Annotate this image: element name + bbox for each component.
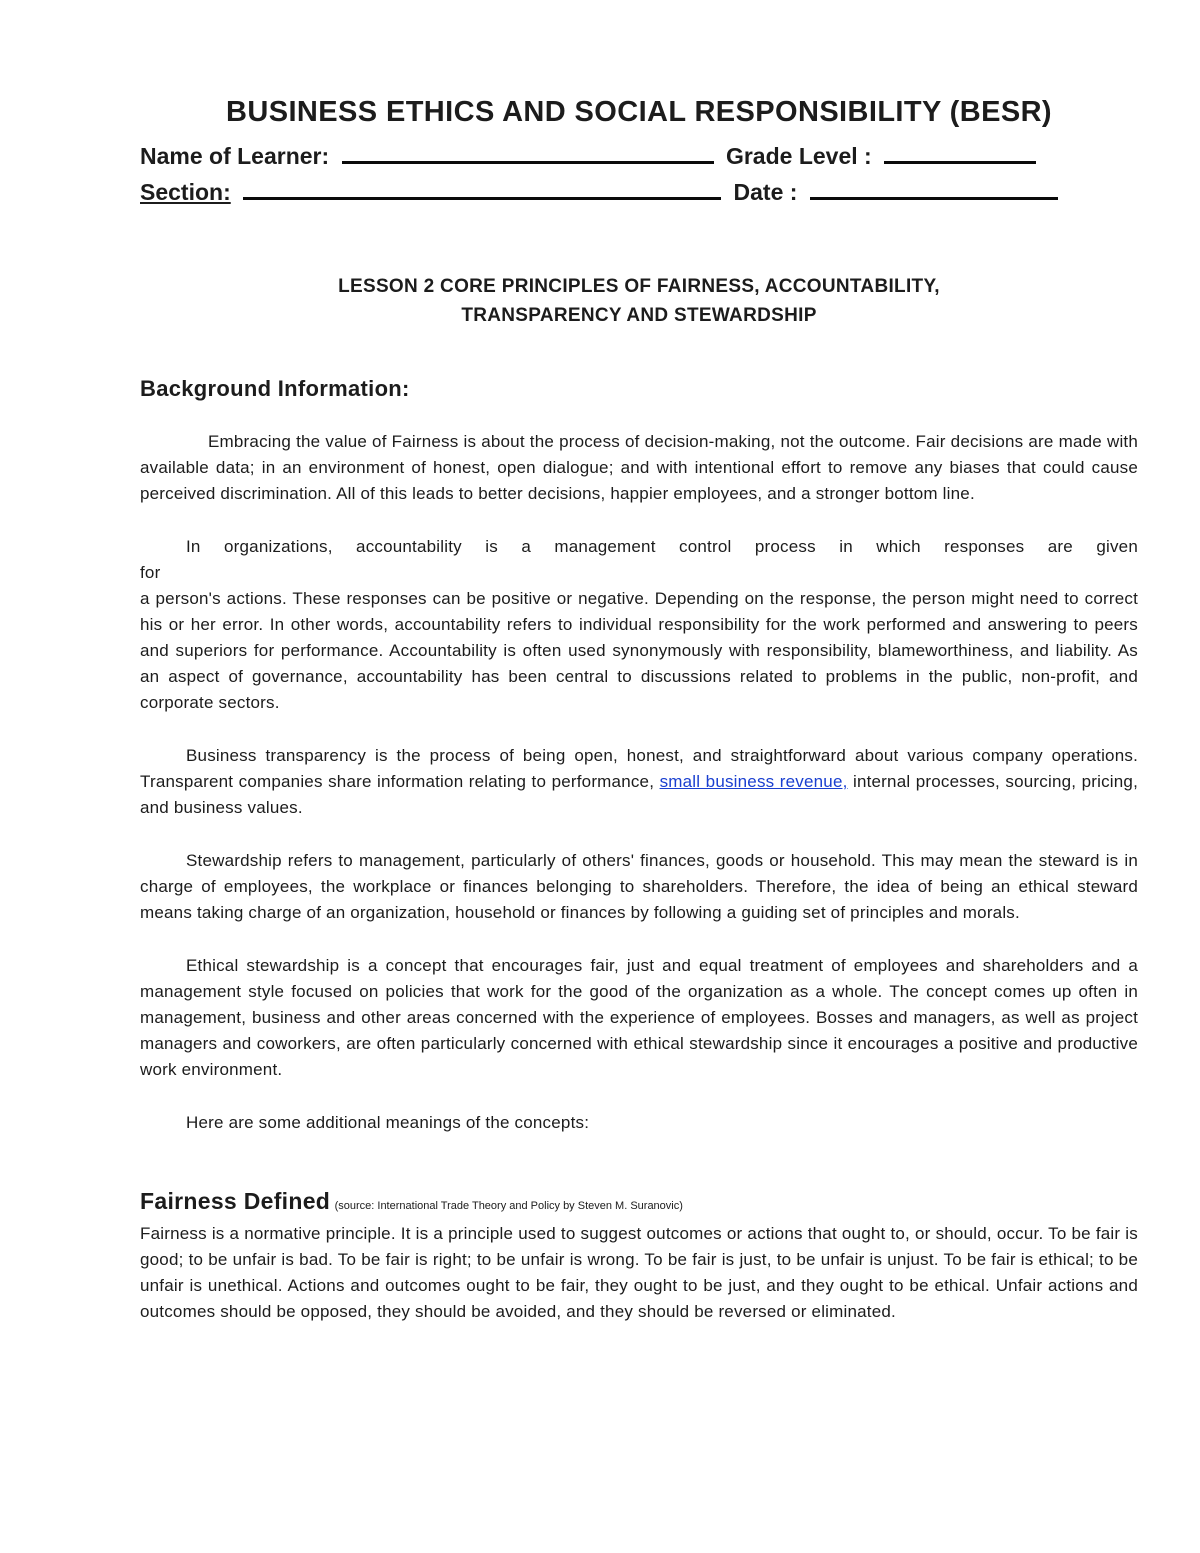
small-business-revenue-link[interactable]: small business revenue, xyxy=(659,772,848,791)
grade-level-blank xyxy=(884,159,1036,164)
paragraph-accountability-line2: for xyxy=(140,563,161,582)
paragraph-accountability-line1: In organizations, accountability is a management control process in which responses are given xyxy=(186,537,1138,556)
fairness-defined-title: Fairness Defined xyxy=(140,1188,331,1214)
date-blank xyxy=(810,195,1058,200)
section-date-row xyxy=(140,179,1138,206)
paragraph-transparency xyxy=(140,743,1138,821)
name-of-learner-label: Name of Learner: xyxy=(140,143,330,169)
paragraph-transparency-pre: Business transparency is the process of being open, honest, and straightforward about various company operations. Transparent companies share information relating to performance, xyxy=(140,746,1138,791)
background-information-heading: Background Information: xyxy=(140,376,410,401)
paragraph-additional-meanings: Here are some additional meanings of the concepts: xyxy=(186,1113,590,1132)
section-blank xyxy=(243,195,721,200)
paragraph-accountability-rest: a person's actions. These responses can be positive or negative. Depending on the response, the person might need to correct his or her error. In other words, accountability refers to individual responsibility for the work performed and answering to peers and superiors for performance. Accountability is often used synonymously with responsibility, blameworthiness, and liability. As an aspect of governance, accountability has been central to discussions related to problems in the public, non-profit, and corporate sectors. xyxy=(140,589,1138,712)
fairness-defined-heading xyxy=(140,1188,1138,1215)
date-label: Date : xyxy=(733,179,798,205)
paragraph-accountability xyxy=(140,534,1138,716)
paragraph-transparency-post: internal processes, sourcing, pricing, and business values. xyxy=(140,772,1139,817)
paragraph-ethical-stewardship: Ethical stewardship is a concept that encourages fair, just and equal treatment of employees and shareholders and a management style focused on policies that work for the good of the organization as a whole. The concept comes up often in management, business and other areas concerned with the experience of employees. Bosses and managers, as well as project managers and coworkers, are often particularly concerned with ethical stewardship since it encourages a positive and productive work environment. xyxy=(140,956,1138,1079)
section-label: Section: xyxy=(140,179,231,205)
lesson-title-line2: TRANSPARENCY AND STEWARDSHIP xyxy=(461,305,817,326)
lesson-title xyxy=(140,272,1138,330)
name-of-learner-blank xyxy=(342,159,714,164)
fairness-defined-source-note: (source: International Trade Theory and Policy by Steven M. Suranovic) xyxy=(334,1200,683,1212)
paragraph-fairness-defined-body: Fairness is a normative principle. It is a principle used to suggest outcomes or actions that ought to, or should, occur. To be fair is good; to be unfair is bad. To be fair is right; to be unfair is wrong. To be fair is just, to be unfair is unjust. To be fair is ethical; to be unfair is unethical. Actions and outcomes ought to be fair, they ought to be just, and they ought to be ethical. Unfair actions and outcomes should be opposed, they should be avoided, and they should be reversed or eliminated. xyxy=(140,1224,1138,1321)
paragraph-fairness-intro: Embracing the value of Fairness is about the process of decision-making, not the outcome. Fair decisions are made with available data; in an environment of honest, open dialogue; and with intentional effort to remove any biases that could cause perceived discrimination. All of this leads to better decisions, happier employees, and a stronger bottom line. xyxy=(140,432,1138,503)
paragraph-stewardship: Stewardship refers to management, particularly of others' finances, goods or household. This may mean the steward is in charge of employees, the workplace or finances belonging to shareholders. Therefore, the idea of being an ethical steward means taking charge of an organization, household or finances by following a guiding set of principles and morals. xyxy=(140,851,1138,922)
lesson-title-line1: LESSON 2 CORE PRINCIPLES OF FAIRNESS, ACCOUNTABILITY, xyxy=(338,276,940,297)
learner-grade-row xyxy=(140,143,1138,170)
document-title: BUSINESS ETHICS AND SOCIAL RESPONSIBILITY (BESR) xyxy=(226,96,1052,128)
grade-level-label: Grade Level : xyxy=(725,143,872,169)
